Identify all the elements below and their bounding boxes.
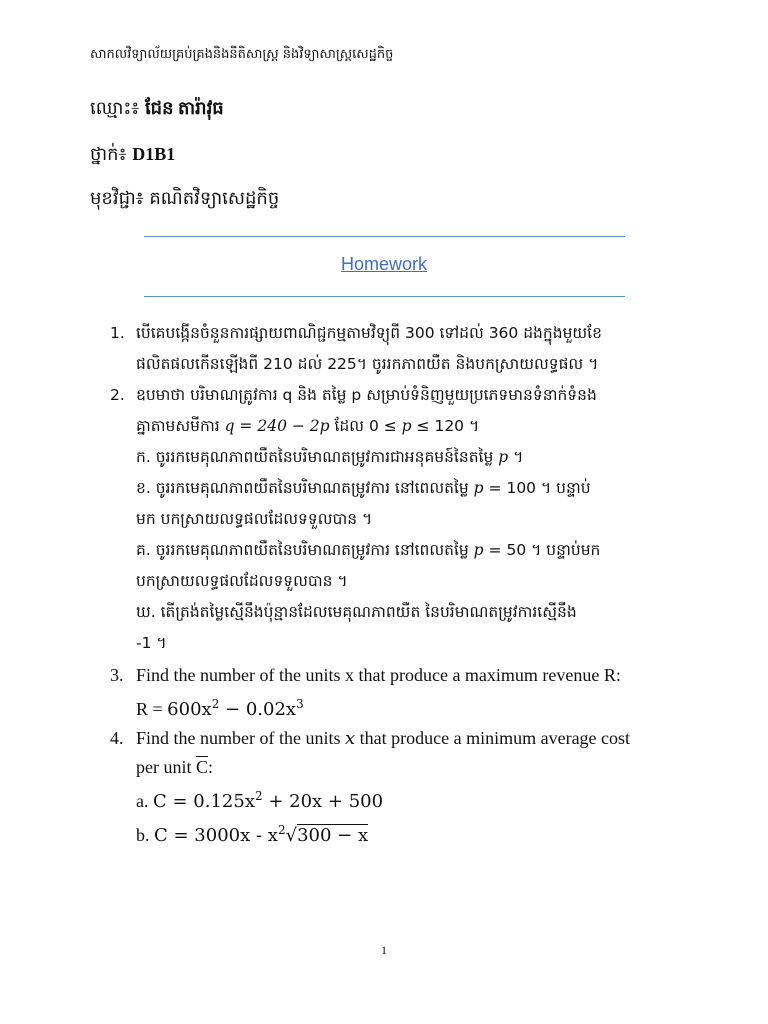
- q4-part-b: [136, 816, 690, 850]
- q4-part-a: [136, 782, 690, 816]
- question-number: 3.: [110, 665, 124, 685]
- q2-text: ។: [513, 448, 524, 466]
- question-4: [110, 724, 690, 850]
- q4-line-2: [136, 753, 690, 782]
- q2-part-b-line-2: មក បកស្រាយលទ្ធផលដែលទទួលបាន ។: [136, 510, 373, 528]
- q4-line-1: [136, 724, 690, 753]
- eq-part: C = 0.125x: [153, 791, 255, 812]
- name-label: ឈ្មោះ៖: [90, 98, 140, 119]
- q4-text: Find the number of the units: [136, 728, 341, 748]
- price-variable: p: [473, 541, 484, 559]
- university-name: សាកលវិទ្យាល័យគ្រប់គ្រងនិងនីតិសាស្ត្រ និងវិទ្យាសាស្ត្រសេដ្ឋកិច្ច: [90, 47, 394, 62]
- student-name-line: [90, 96, 224, 123]
- eq-part: C = 3000x - x: [154, 825, 278, 846]
- q2-part-c: [136, 535, 690, 566]
- homework-title: Homework: [340, 254, 428, 274]
- exponent: 2: [211, 697, 220, 711]
- part-label: a.: [136, 791, 149, 811]
- q2-text: គ. ចូររកមេគុណភាពយឺតនៃបរិមាណតម្រូវការ នៅពេលតម្លៃ: [136, 541, 469, 559]
- q2-text: ដែល 0 ≤: [334, 417, 397, 435]
- q2-part-a: [136, 442, 690, 473]
- price-variable: p: [473, 479, 484, 497]
- class-value: D1B1: [132, 144, 176, 164]
- eq-part: − 0.02x: [219, 699, 297, 720]
- q2-text: គ្នាតាមសមីការ: [136, 417, 220, 435]
- major-line: [90, 186, 279, 213]
- divider-bottom: [144, 296, 625, 297]
- price-variable: p: [401, 417, 412, 435]
- q2-text: ≤ 120 ។: [416, 417, 480, 435]
- q4-text: per unit: [136, 757, 192, 777]
- average-cost-symbol: $\overline{C}$: [196, 757, 209, 777]
- price-variable: p: [498, 448, 509, 466]
- q2-line-1: ឧបមាថា បរិមាណត្រូវការ q និង តម្លៃ p សម្រាប់ទំនិញមួយប្រភេទមានទំនាក់ទំនង: [136, 386, 597, 404]
- question-number: 2.: [110, 386, 125, 404]
- eq-part: + 20x + 500: [262, 791, 384, 812]
- q2-part-c-line-2: បកស្រាយលទ្ធផលដែលទទួលបាន ។: [136, 572, 348, 590]
- q1-line-1: បើគេបង្កើនចំនួនការផ្សាយពាណិជ្ជកម្មតាមវិទ្យុពី 300 ទៅដល់ 360 ដងក្នុងមួយខែ: [136, 324, 602, 342]
- page-number: 1: [381, 943, 387, 957]
- class-label: ថ្នាក់៖: [90, 144, 127, 165]
- question-2: [110, 380, 690, 659]
- eq-part: R =: [136, 699, 168, 719]
- q2-text: ខ. ចូររកមេគុណភាពយឺតនៃបរិមាណតម្រូវការ នៅពេលតម្លៃ: [136, 479, 469, 497]
- major-label: មុខវិជ្ជា៖: [90, 188, 144, 209]
- question-number: 4.: [110, 728, 124, 748]
- part-label: b.: [136, 825, 150, 845]
- q4-text: :: [208, 757, 214, 777]
- x-variable: x: [344, 728, 356, 749]
- question-list: [110, 318, 690, 850]
- radicand: 300 − x: [297, 825, 369, 846]
- divider-top: [144, 236, 625, 237]
- major-value: គណិតវិទ្យាសេដ្ឋកិច្ច: [149, 188, 280, 209]
- exponent: 2: [254, 789, 263, 803]
- revenue-equation: [136, 690, 690, 724]
- question-1: [110, 318, 690, 380]
- name-value: ជែន តារ៉ាវុធ: [144, 98, 224, 118]
- eq-part: 600x: [167, 699, 212, 720]
- class-line: [90, 142, 175, 169]
- q1-line-2: ផលិតផលកើនឡើងពី 210 ដល់ 225។ ចូររកភាពយឺត និងបកស្រាយលទ្ធផល ។: [136, 355, 599, 373]
- demand-equation: q = 240 − 2p: [224, 417, 330, 435]
- exponent: 3: [296, 697, 304, 711]
- q2-text: = 50 ។ បន្ទាប់មក: [488, 541, 601, 559]
- q2-part-d-line-2: -1 ។: [136, 634, 167, 652]
- sqrt-symbol: √: [285, 825, 298, 846]
- q2-part-b: [136, 473, 690, 504]
- q3-line-1: Find the number of the units x that produce a maximum revenue R:: [136, 665, 621, 685]
- question-3: [110, 661, 690, 724]
- q2-line-2: [136, 411, 690, 442]
- question-number: 1.: [110, 324, 125, 342]
- q2-text: = 100 ។ បន្ទាប់: [488, 479, 591, 497]
- exponent: 2: [277, 823, 286, 837]
- q2-part-d: ឃ. តើត្រង់តម្លៃស្មើនឹងប៉ុន្មានដែលមេគុណភាពយឺត នៃបរិមាណតម្រូវការស្មើនឹង: [136, 603, 577, 621]
- q4-text: that produce a minimum average cost: [359, 728, 631, 748]
- q2-text: ក. ចូររកមេគុណភាពយឺតនៃបរិមាណតម្រូវការជាអនុគមន៍នៃតម្លៃ: [136, 448, 494, 466]
